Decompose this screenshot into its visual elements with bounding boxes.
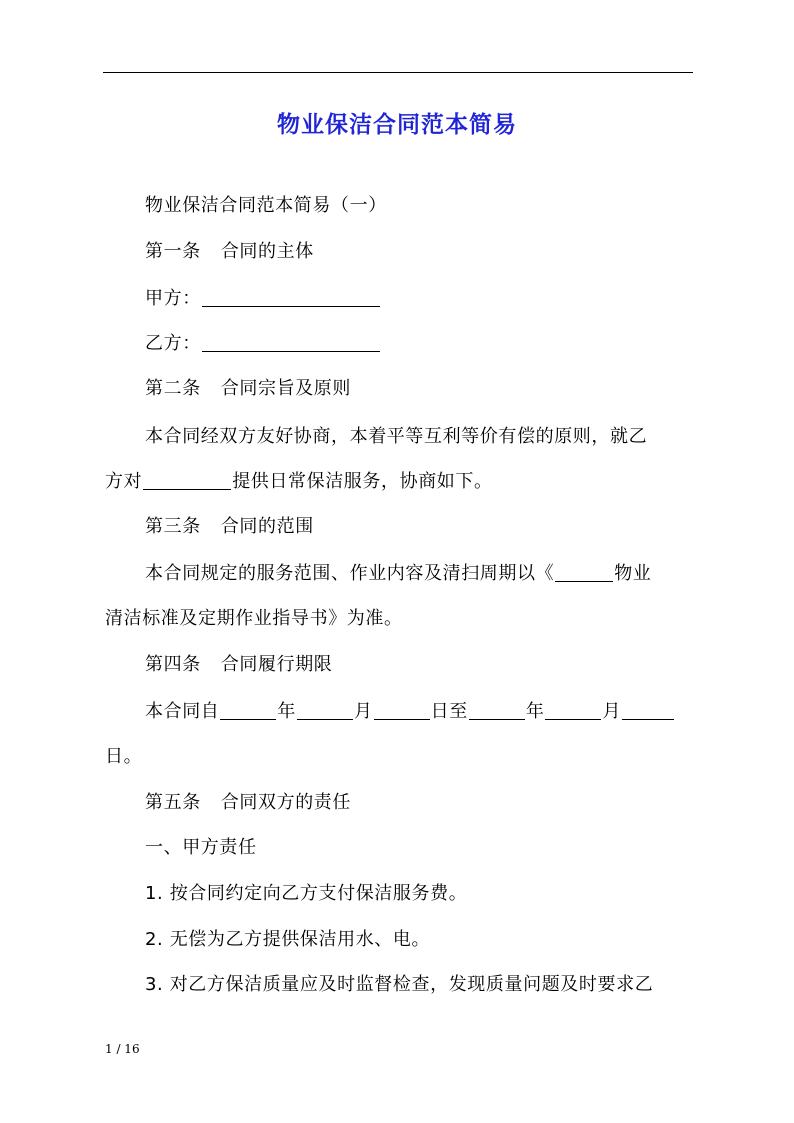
article-4-dates-line [105, 699, 735, 725]
party-b-label: 乙方： [145, 333, 201, 354]
year-label: 年 [277, 701, 297, 722]
end-year-blank[interactable] [469, 701, 525, 720]
page-number: 1 / 16 [105, 1042, 140, 1056]
article-2-title: 合同宗旨及原则 [220, 378, 352, 399]
article-1-number: 第一条 [145, 241, 201, 262]
party-a-blank[interactable] [202, 288, 380, 307]
month-label: 月 [354, 701, 373, 722]
article-3-text-line-2: 清洁标准及定期作业指导书》为准。 [105, 608, 403, 629]
article-3-text-1a: 本合同规定的服务范围、作业内容及清扫周期以《 [145, 563, 555, 584]
end-day-blank[interactable] [622, 701, 674, 720]
article-3-title: 合同的范围 [220, 516, 314, 537]
month-label-2: 月 [602, 701, 622, 722]
party-a-line [105, 286, 735, 312]
start-day-blank[interactable] [374, 701, 430, 720]
article-4-heading [105, 652, 735, 678]
article-2-number: 第二条 [145, 378, 201, 399]
article-1-heading [105, 239, 735, 265]
day-to-label: 日至 [430, 701, 468, 722]
header-rule [103, 72, 693, 73]
article-2-text-2b: 提供日常保洁服务，协商如下。 [232, 471, 493, 492]
subtitle: 物业保洁合同范本简易（一） [145, 195, 387, 216]
party-a-duty-heading: 一、甲方责任 [145, 837, 257, 858]
article-3-number: 第三条 [145, 516, 201, 537]
article-1-title: 合同的主体 [220, 241, 314, 262]
start-year-blank[interactable] [220, 701, 276, 720]
article-2-text-line-1: 本合同经双方友好协商，本着平等互利等价有偿的原则，就乙 [145, 426, 648, 447]
service-target-blank[interactable] [143, 471, 231, 490]
duty-item-1: 1. 按合同约定向乙方支付保洁服务费。 [145, 883, 468, 904]
party-a-label: 甲方： [145, 288, 201, 309]
article-4-end: 日。 [105, 746, 143, 767]
duty-item-2: 2. 无偿为乙方提供保洁用水、电。 [145, 929, 431, 950]
party-b-line [105, 331, 735, 357]
year-label-2: 年 [525, 701, 545, 722]
article-3-text-1b: 物业 [614, 563, 652, 584]
end-month-blank[interactable] [545, 701, 601, 720]
article-5-heading [105, 790, 735, 816]
article-2-text-2a: 方对 [105, 471, 143, 492]
standard-name-blank[interactable] [555, 563, 613, 582]
duty-item-3: 3. 对乙方保洁质量应及时监督检查，发现质量问题及时要求乙 [145, 974, 654, 995]
article-2-heading [105, 376, 735, 402]
article-2-text-line-2 [105, 469, 695, 495]
article-4-text: 本合同自 [145, 701, 220, 722]
article-3-heading [105, 514, 735, 540]
document-title: 物业保洁合同范本简易 [277, 112, 517, 138]
article-5-number: 第五条 [145, 792, 201, 813]
article-4-number: 第四条 [145, 654, 201, 675]
article-3-text-line-1 [105, 561, 735, 587]
article-5-title: 合同双方的责任 [220, 792, 352, 813]
article-4-title: 合同履行期限 [220, 654, 333, 675]
start-month-blank[interactable] [297, 701, 353, 720]
party-b-blank[interactable] [202, 333, 380, 352]
